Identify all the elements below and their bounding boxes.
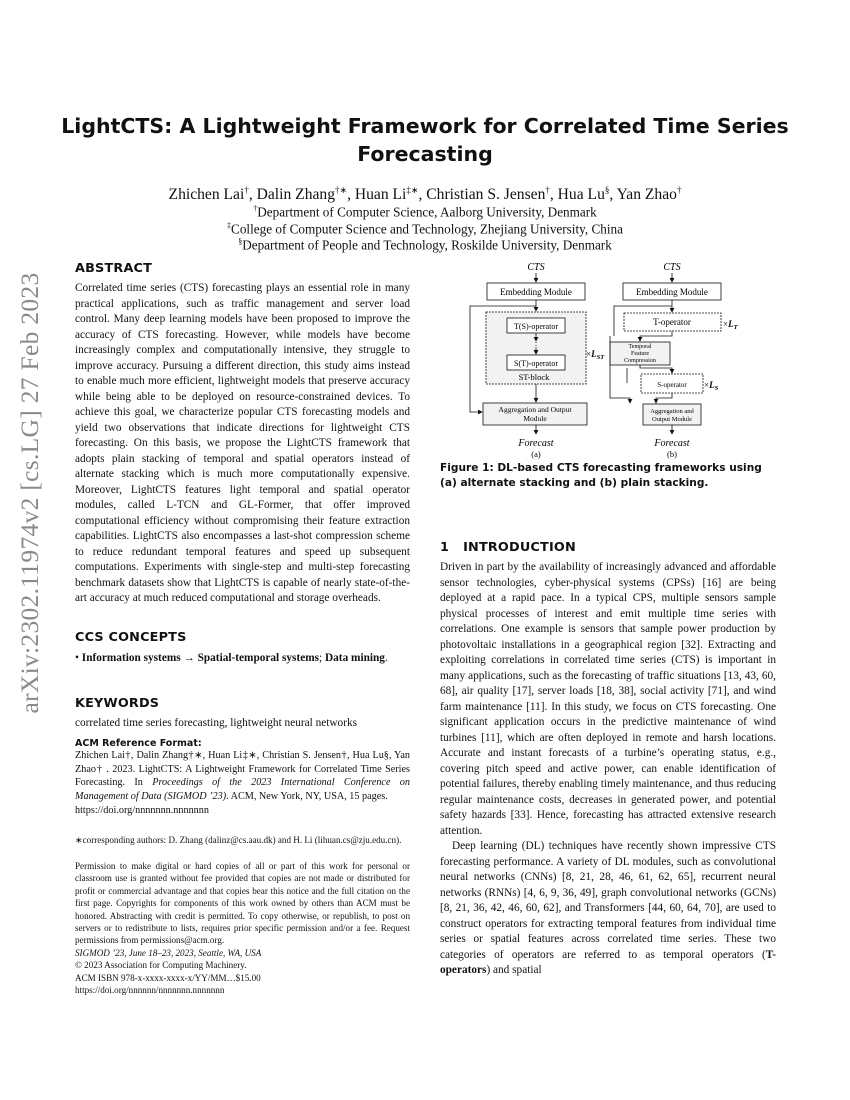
ts-operator-label: T(S)-operator [514,322,558,331]
paper-title [60,112,790,168]
arxiv-sidebar [6,272,56,714]
acm-ref-venue: Proceedings of the 2023 International Conference on Management of Data (SIGMOD ’23) [75,777,410,803]
acm-ref-authors: Zhichen Lai†, Dalin Zhang†∗, Huan Li‡∗, Christian S. Jensen†, Hua Lu§, Yan Zhao† . 2023. LightCTS: A Lightweight Framework for Correlated Time Series Forecasting. In [75,750,410,789]
aggregation-b-line2: Output Module [652,416,692,423]
cts-label-a: CTS [527,262,545,273]
ccs-heading: CCS CONCEPTS [75,630,187,645]
figure-1-diagram [440,255,776,465]
author-sep: , [347,186,355,204]
intro-heading-text: INTRODUCTION [463,540,576,555]
permission-text: Permission to make digital or hard copies of all or part of this work for personal or classroom use is granted without fee provided that copies are not made or distributed for profit or commercial advantage and that copies bear this notice and the full citation on the first page. Copyrights for components of this work owned by others than ACM must be honored. Abstracting with credit is permitted. To copy otherwise, or republish, to post on servers or to redistribute to lists, requires prior specific permission and/or a fee. Request permissions from permissions@acm.org. [75,861,410,946]
ccs-section [75,630,410,667]
affiliation-3 [60,234,790,253]
ccs-item: Data mining [325,652,385,664]
ccs-text [75,651,410,667]
dots-label: ⋮ [532,341,540,350]
arxiv-id: arXiv:2302.11974v2 [cs.LG] 27 Feb 2023 [15,272,44,714]
cts-label-b: CTS [663,262,681,273]
embedding-label-a: Embedding Module [500,287,572,297]
caption-text: Figure 1: DL-based CTS forecasting frameworks using (a) alternate stacking and (b) plain stacking. [440,462,762,489]
affiliation-text: Department of People and Technology, Roskilde University, Denmark [242,237,612,253]
tfc-line1: Temporal [628,344,652,350]
affiliation-mark: ‡ [227,221,232,230]
author-name: Dalin Zhang [256,186,336,204]
ls-label: $\times L_S$ [704,380,719,392]
ccs-end: . [384,652,388,664]
lst-label: $\times L_{ST}$ [586,349,605,361]
intro-heading [440,540,776,555]
ccs-bullet: • [75,652,79,664]
permission-copyright: © 2023 Association for Computing Machinery. [75,960,247,971]
permission-block [75,860,410,996]
permission-isbn: ACM ISBN 978-x-xxxx-xxxx-x/YY/MM…$15.00 [75,972,261,983]
acm-ref-doi[interactable]: https://doi.org/nnnnnnn.nnnnnnn [75,804,209,816]
intro-p2-part-a: Deep learning (DL) techniques have recently shown impressive CTS forecasting performance. A variety of DL modules, such as convolutional neural networks (CNNs) [8, 21, 28, 46, 61, 62, 65], recurrent neural networks (RNNs) [4, 6, 9, 36, 49], graph convolutional networks (GCNs) [8, 21, 36, 42, 46, 60, 62], and Transformers [44, 60, 64, 70], are used to construct operators for extracting temporal features from individual time series or spatial features across correlated time series. These two categories of operators are referred to as temporal operators ( [440,840,776,961]
author-mark: † [676,185,682,195]
intro-paragraph-2 [440,839,776,979]
s-operator-label: S-operator [657,381,687,389]
ccs-arrow: → [183,652,195,664]
author-name: Hua Lu [557,186,605,204]
author-sep: , [549,186,558,204]
lt-label: $\times L_T$ [723,319,738,331]
author-sep: , [609,186,617,204]
author-mark: § [604,185,610,195]
affiliation-text: Department of Computer Science, Aalborg University, Denmark [257,204,597,220]
aggregation-a-line1: Aggregation and Output [498,405,572,414]
ccs-item: Information systems [81,652,181,664]
intro-heading-number: 1 [440,540,450,555]
acm-ref-heading: ACM Reference Format: [75,738,202,749]
abstract-text: Correlated time series (CTS) forecasting plays an essential role in many practical applications, such as traffic management and server load control. Many deep learning models have been proposed to improve the accuracy of CTS forecasting. However, while models have become increasingly complex and computationally intensive, they struggle to improve accuracy. Pursuing a different direction, this study aims instead to enable much more efficient, lightweight models that preserve accuracy while being able to be deployed on resource-constrained devices. To achieve this goal, we characterize popular CTS forecasting models and yield two observations that indicate directions for lightweight CTS forecasting. On this basis, we propose the LightCTS framework that adopts plain stacking of temporal and spatial operators instead of alternate stacking which is much more computationally expensive. Moreover, LightCTS features light temporal and spatial operator modules, called L-TCN and GL-Former, that offer improved computational efficiency without compromising their feature extraction capabilities. LightCTS also encompasses a last-shot compression scheme to reduce redundant temporal features and speed up subsequent computations. Experiments with single-step and multi-step forecasting benchmark datasets show that LightCTS is capable of nearly state-of-the-art accuracy at much reduced computational and storage overheads. [75,282,410,604]
intro-p2-bold: T-operators [440,948,776,976]
keywords-text: correlated time series forecasting, lightweight neural networks [75,717,358,729]
keywords-heading: KEYWORDS [75,696,160,711]
embedding-label-b: Embedding Module [636,287,708,297]
intro-paragraph-1: Driven in part by the availability of increasingly advanced and affordable sensor technologies, cyber-physical systems (CPSs) [16] are being deployed at a rapid pace. In a typical CPS, multiple sensors sample physical processes of interest and emit multiple time series with correlations. One example is sensors that sample power production by photovoltaic installations in a geographical region [32]. Extracting and exploiting correlations in correlated time series (CTS) is important in many applications, such as the forecasting of traffic situations [13, 43, 60, 68], air quality [17], server loads [18, 38], social activity [71], and wind farm maintenance [11]. In this study, we focus on CTS forecasting. One significant application occurs in the predictive maintenance of wind turbines [11], which are often deployed in remote and harsh locations. Accurate and instant forecasts of a turbine’s operating status, e.g., covering pitch speed and active power, can enable identification of potential failures, thereby enabling timely maintenance, and thus reducing regular maintenance costs, decreases in generated power, and potential safety hazards [33]. Hence, forecasting has attracted extensive research attention. [440,561,776,837]
affiliation-mark: † [253,204,258,213]
author-sep: , [418,186,427,204]
t-operator-label: T-operator [653,317,691,327]
author-sep: , [248,186,257,204]
figure-1 [440,255,776,465]
abstract-heading: ABSTRACT [75,261,153,276]
affiliation-text: College of Computer Science and Technology, Zhejiang University, China [231,221,623,237]
st-operator-label: S(T)-operator [514,359,558,368]
author-mark: † [545,185,550,195]
acm-ref-text [75,749,410,818]
acm-ref-rest: . ACM, New York, NY, USA, 15 pages. [226,791,388,803]
affiliation-mark: § [238,237,243,246]
permission-doi[interactable]: https://doi.org/nnnnnn/nnnnnnn.nnnnnnn [75,985,225,996]
footnote [75,834,410,846]
author-name: Huan Li [354,186,407,204]
abstract-section [75,261,410,607]
author-mark: ‡∗ [406,185,419,195]
author-mark: † [244,185,249,195]
st-block-label: ST-block [518,372,550,382]
aggregation-a-line2: Module [523,414,547,423]
introduction-section [440,540,776,979]
permission-conf: SIGMOD ’23, June 18–23, 2023, Seattle, WA, USA [75,947,262,958]
ccs-sep: ; [319,652,325,664]
forecast-label-b: Forecast [654,438,690,449]
title-line-2: Forecasting [357,142,493,166]
author-name: Zhichen Lai [168,186,245,204]
keywords-section [75,696,410,732]
aggregation-b-line1: Aggregation and [650,408,694,415]
footnote-text: ∗corresponding authors: D. Zhang (dalinz@cs.aau.dk) and H. Li (lihuan.cs@zju.edu.cn). [75,835,402,845]
figure-caption [440,461,776,491]
tfc-line2: Feature [631,351,649,357]
intro-p2-part-c: ) and spatial [486,964,542,976]
author-mark: †∗ [335,185,348,195]
subfig-label-a: (a) [531,449,541,459]
author-name: Christian S. Jensen [426,186,546,204]
author-name: Yan Zhao [616,186,677,204]
title-line-1: LightCTS: A Lightweight Framework for Correlated Time Series [61,114,789,138]
ccs-item: Spatial-temporal systems [197,652,320,664]
tfc-line3: Compression [624,358,656,364]
forecast-label-a: Forecast [518,438,554,449]
acm-reference [75,738,410,818]
subfig-label-b: (b) [667,449,677,459]
